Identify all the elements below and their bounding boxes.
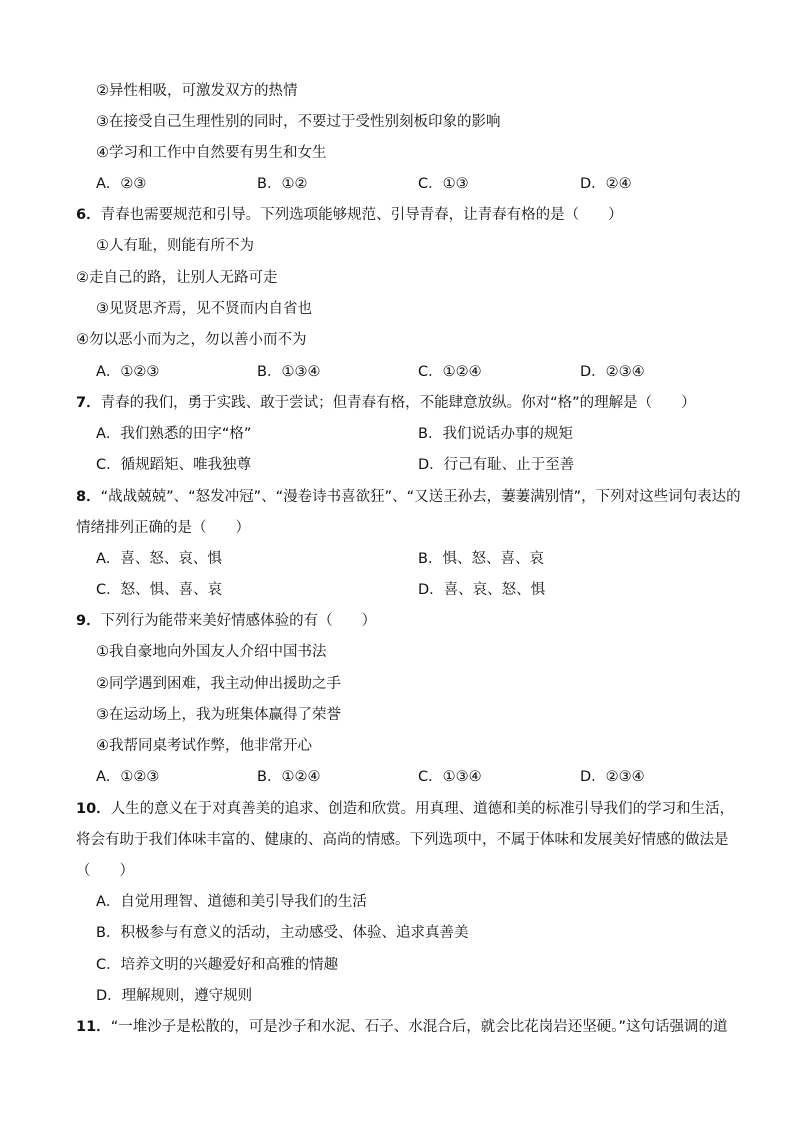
q11-stem-1: “一堆沙子是松散的，可是沙子和水泥、石子、水混合后，就会比花岗岩还坚硬。”这句话强调的道 — [110, 1019, 728, 1035]
q9-option-b: B．①②④ — [257, 769, 321, 785]
q5-option-a: A．②③ — [96, 176, 147, 192]
q9-option-c: C．①③④ — [418, 769, 482, 785]
q5-statement-4: ④学习和工作中自然要有男生和女生 — [96, 145, 327, 161]
q9-option-d: D．②③④ — [580, 769, 645, 785]
q7-stem-line — [76, 393, 696, 413]
q9-statement-4: ④我帮同桌考试作弊，他非常开心 — [96, 738, 312, 754]
q10-option-c: C．培养文明的兴趣爱好和高雅的情趣 — [96, 957, 339, 973]
q7-option-a: A．我们熟悉的田字“格” — [96, 426, 252, 442]
q11-number: 11． — [76, 1019, 111, 1035]
q5-option-d: D．②④ — [580, 176, 632, 192]
q8-stem-line-2: 情绪排列正确的是（ ） — [76, 520, 250, 536]
q6-statement-1: ①人有耻，则能有所不为 — [96, 238, 254, 254]
q6-stem: 青春也需要规范和引导。下列选项能够规范、引导青春，让青春有格的是（ ） — [100, 207, 623, 223]
q6-option-d: D．②③④ — [580, 364, 645, 380]
q6-statement-2: ②走自己的路，让别人无路可走 — [76, 270, 278, 286]
q9-statement-1: ①我自豪地向外国友人介绍中国书法 — [96, 644, 327, 660]
q9-stem: 下列行为能带来美好情感体验的有（ ） — [100, 613, 377, 629]
q8-option-c: C．怒、惧、喜、哀 — [96, 582, 223, 598]
q9-statement-2: ②同学遇到困难，我主动伸出援助之手 — [96, 676, 341, 692]
q5-option-b: B．①② — [257, 176, 308, 192]
q8-option-d: D．喜、哀、怒、惧 — [418, 582, 546, 598]
q7-number: 7． — [76, 395, 101, 411]
q10-option-a: A．自觉用理智、道德和美引导我们的生活 — [96, 894, 367, 910]
q5-statement-2: ②异性相吸，可激发双方的热情 — [96, 83, 298, 99]
q11-stem-line-1 — [76, 1017, 727, 1037]
q6-number: 6． — [76, 207, 101, 223]
q10-stem-line-2: 将会有助于我们体味丰富的、健康的、高尚的情感。下列选项中，不属于体味和发展美好情感的做法是 — [76, 832, 729, 848]
q10-stem-line-3: （ ） — [76, 863, 134, 879]
q6-stem-line — [76, 205, 623, 225]
q9-option-a: A．①②③ — [96, 769, 160, 785]
q8-stem-line-1 — [76, 487, 741, 507]
q5-statement-3: ③在接受自己生理性别的同时，不要过于受性别刻板印象的影响 — [96, 114, 501, 130]
q6-option-a: A．①②③ — [96, 364, 160, 380]
q9-statement-3: ③在运动场上，我为班集体赢得了荣誉 — [96, 707, 341, 723]
q10-option-b: B．积极参与有意义的活动，主动感受、体验、追求真善美 — [96, 925, 469, 941]
q6-statement-3: ③见贤思齐焉，见不贤而内自省也 — [96, 301, 312, 317]
q10-number: 10． — [76, 801, 111, 817]
q9-number: 9． — [76, 613, 101, 629]
q10-stem-line-1 — [76, 799, 734, 819]
q8-stem-1: “战战兢兢”、“怒发冲冠”、“漫卷诗书喜欲狂”、“又送王孙去，萋萋满别情”，下列对这些词句表达的 — [100, 489, 741, 505]
q10-option-d: D．理解规则，遵守规则 — [96, 988, 253, 1004]
q8-option-b: B．惧、怒、喜、哀 — [418, 551, 544, 567]
q5-option-c: C．①③ — [418, 176, 469, 192]
q8-option-a: A．喜、怒、哀、惧 — [96, 551, 222, 567]
q7-stem: 青春的我们，勇于实践、敢于尝试；但青春有格，不能肆意放纵。你对“格”的理解是（ ） — [100, 395, 696, 411]
q7-option-b: B．我们说话办事的规矩 — [418, 426, 573, 442]
q9-stem-line — [76, 611, 376, 631]
q7-option-c: C．循规蹈矩、唯我独尊 — [96, 457, 252, 473]
q7-option-d: D．行己有耻、止于至善 — [418, 457, 575, 473]
q6-option-b: B．①③④ — [257, 364, 321, 380]
q10-stem-1: 人生的意义在于对真善美的追求、创造和欣赏。用真理、道德和美的标准引导我们的学习和生活， — [110, 801, 735, 817]
q8-number: 8． — [76, 489, 101, 505]
q6-option-c: C．①②④ — [418, 364, 482, 380]
q6-statement-4: ④勿以恶小而为之，勿以善小而不为 — [76, 332, 307, 348]
